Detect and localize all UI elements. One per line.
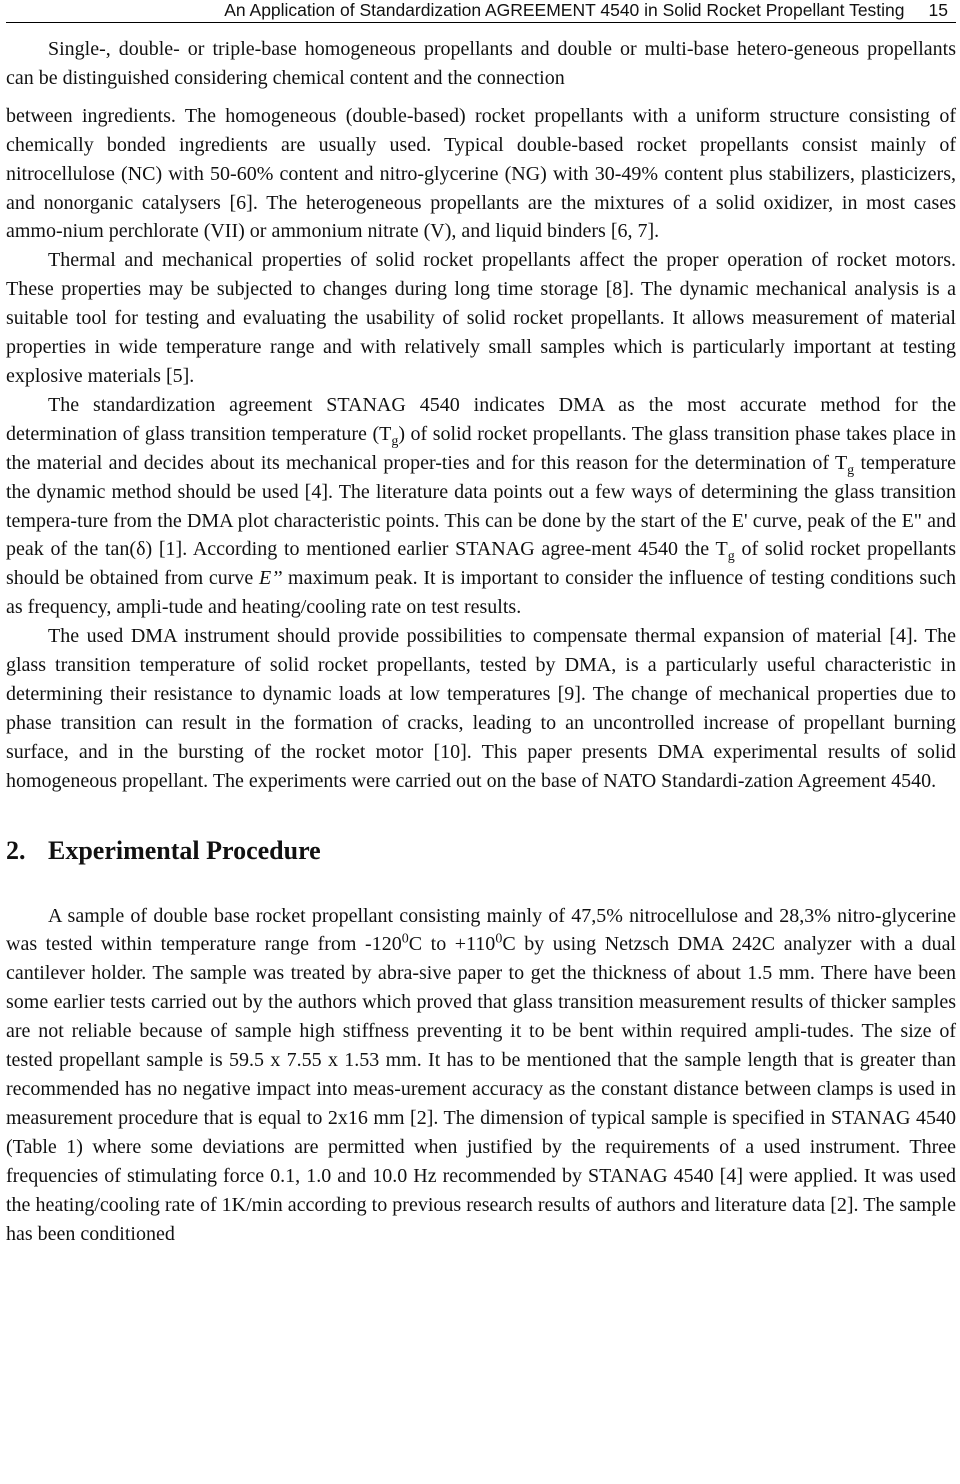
tg-subscript-1: g xyxy=(391,433,399,449)
paragraph-3-s1: The standardization agreement STANAG 4540 indicates DMA as the most accurate method for the determination of glass transition temperature (T xyxy=(6,393,956,445)
degree-superscript-2: 0 xyxy=(495,931,503,947)
paragraph-1-part-b: between ingredients. The homogeneous (double-based) rocket propellants with a uniform structure consisting of chemically bonded ingredients are usually used. Typical double-based rocket propellants consist mainly of nitrocellulose (NC) with 50-60% content and nitro-glycerine (NG) with 30-49% content plus stabilizers, plasticizers, and nonorganic catalysers [6]. The heterogeneous propellants are the mixtures of a solid oxidizer, in most cases ammo-nium perchlorate (VII) or ammonium nitrate (V), and liquid binders [6, 7]. xyxy=(6,104,956,243)
paragraph-3-s2: ) of solid rocket propellants. The glass transition phase takes place in the material and decides about its mechanical proper-ties and for this reason for the determination of T xyxy=(6,422,956,474)
degree-superscript-1: 0 xyxy=(401,931,409,947)
paragraph-1-part-a: Single-, double- or triple-base homogeneous propellants and double or multi-base hetero-geneous propellants can be distinguished considering chemical content and the connection xyxy=(6,38,956,89)
section-number: 2. xyxy=(6,835,26,865)
paragraph-1-spacer xyxy=(6,93,956,102)
paragraph-3-s5: maximum peak. It is important to consider the influence of testing conditions such as frequency, ampli-tude and heating/cooling rate on test results. xyxy=(6,567,956,619)
page-number: 15 xyxy=(928,0,948,20)
section-paragraph-s2: C to +110 xyxy=(408,933,496,956)
body-text xyxy=(6,35,956,1248)
tg-subscript-3: g xyxy=(727,549,735,565)
paper-page xyxy=(6,0,956,1248)
section-paragraph xyxy=(6,902,956,1249)
tg-subscript-2: g xyxy=(847,462,855,478)
running-header xyxy=(6,0,956,23)
section-paragraph-s3: C by using Netzsch DMA 242C analyzer with a dual cantilever holder. The sample was treated by abra-sive paper to get the thickness of about 1.5 mm. There have been some earlier tests carried out by the authors which proved that glass transition measurement results of thicker samples are not reliable because of sample high stiffness preventing it to be bent within required ampli-tudes. The size of tested propellant sample is 59.5 x 7.55 x 1.53 mm. It has to be mentioned that the sample length that is greater than recommended has no negative impact into meas-urement accuracy as the constant distance between clamps is used in measurement procedure that is equal to 2x16 mm [2]. The dimension of typical sample is specified in STANAG 4540 (Table 1) where some deviations are permitted when justified by the requirements of a used instrument. Three frequencies of stimulating force 0.1, 1.0 and 10.0 Hz recommended by STANAG 4540 [4] were applied. It was used the heating/cooling rate of 1K/min according to previous research results of authors and literature data [2]. The sample has been conditioned xyxy=(6,933,957,1245)
section-title: Experimental Procedure xyxy=(48,835,321,865)
running-title: An Application of Standardization AGREEMENT 4540 in Solid Rocket Propellant Testing xyxy=(224,0,905,20)
paragraph-3-s4: of solid rocket propellants should be obtained from curve xyxy=(6,538,956,590)
paragraph-3-s3: temperature the dynamic method should be used [4]. The literature data points out a few ways of determining the glass transition tempera-ture from the DMA plot characteristic points. This can be done by the start of the E' curve, peak of the E" and peak of the tan(δ) [1]. According to mentioned earlier STANAG agree-ment 4540 the T xyxy=(6,451,956,561)
paragraph-2: Thermal and mechanical properties of solid rocket propellants affect the proper operation of rocket motors. These properties may be subjected to changes during long time storage [8]. The dynamic mechanical analysis is a suitable tool for testing and evaluating the usability of solid rocket propellants. It allows measurement of material properties in wide temperature range and with relatively small samples which is particularly important at testing explosive materials [5]. xyxy=(6,249,956,387)
loss-modulus-symbol: E’’ xyxy=(258,567,283,590)
section-paragraph-s1: A sample of double base rocket propellant consisting mainly of 47,5% nitrocellulose and 28,3% nitro-glycerine was tested within temperature range from -120 xyxy=(6,904,956,956)
paragraph-4: The used DMA instrument should provide possibilities to compensate thermal expansion of material [4]. The glass transition temperature of solid rocket propellants, tested by DMA, is a particularly useful characteristic in determining their resistance to dynamic loads at low temperatures [9]. The change of mechanical properties due to phase transition can result in the formation of cracks, leading to an uncontrolled increase of propellant burning surface, and in the bursting of the rocket motor [10]. This paper presents DMA experimental results of solid homogeneous propellant. The experiments were carried out on the base of NATO Standardi-zation Agreement 4540. xyxy=(6,625,956,792)
paragraph-1 xyxy=(6,35,956,246)
paragraph-3 xyxy=(6,391,956,622)
section-heading xyxy=(6,836,956,866)
